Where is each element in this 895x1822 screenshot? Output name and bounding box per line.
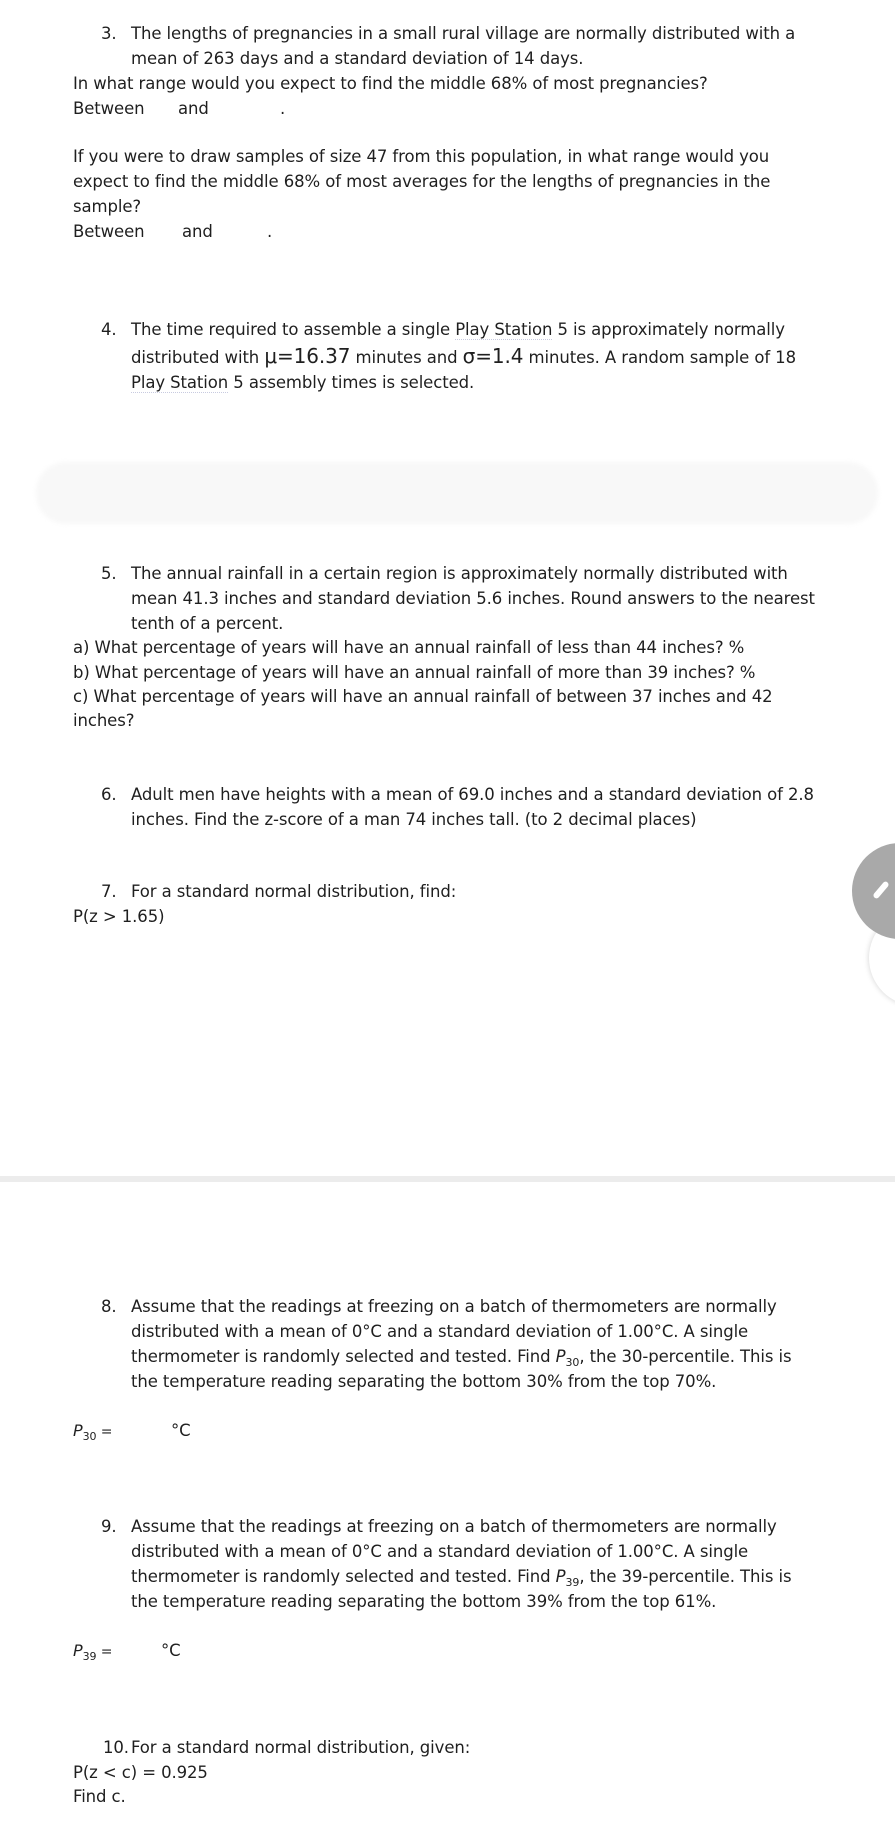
q8-line-3-pre: thermometer is randomly selected and tested. Find <box>131 1347 556 1366</box>
q3-between-label: Between <box>73 99 145 118</box>
q4-line-3 <box>131 371 474 395</box>
q8-answer-label <box>73 1419 112 1449</box>
q6-text-line-2: inches. Find the z-score of a man 74 inches tall. (to 2 decimal places) <box>131 810 697 829</box>
q9-answer-eq: = <box>96 1644 113 1660</box>
q10-number: 10. <box>103 1738 129 1757</box>
q9-answer-label <box>73 1639 112 1669</box>
q4-line-1-pre: The time required to assemble a single <box>131 320 456 339</box>
q5-part-c-line-2: inches? <box>73 711 135 730</box>
q6-text-line-1: Adult men have heights with a mean of 69.0 inches and a standard deviation of 2.8 <box>131 785 814 804</box>
q10-find: Find c. <box>73 1787 126 1806</box>
mu-value: μ=16.37 <box>264 344 351 368</box>
q4-line-2-post: minutes. A random sample of 18 <box>523 348 796 367</box>
play-station-link-2[interactable]: Play Station <box>131 373 229 392</box>
q8-answer-sub: 30 <box>82 1430 97 1443</box>
q6-number: 6. <box>101 785 117 804</box>
q3-and-label: and <box>178 99 209 118</box>
q4-number: 4. <box>101 320 117 339</box>
q9-unit: °C <box>161 1641 181 1660</box>
q7-number: 7. <box>101 882 117 901</box>
q9-text-line-1: Assume that the readings at freezing on a batch of thermometers are normally <box>131 1517 777 1536</box>
q4-line-2-mid: minutes and <box>350 348 463 367</box>
edit-floating-button[interactable] <box>852 843 895 939</box>
q4-line-2-pre: distributed with <box>131 348 265 367</box>
q5-part-b: b) What percentage of years will have an annual rainfall of more than 39 inches? % <box>73 663 756 682</box>
q10-expression: P(z < c) = 0.925 <box>73 1763 208 1782</box>
q8-line-3-post: , the 30-percentile. This is <box>579 1347 792 1366</box>
q3-number: 3. <box>101 24 117 43</box>
q8-p-subscript: 30 <box>565 1356 580 1369</box>
q8-answer-p: P <box>73 1421 83 1440</box>
q9-text-line-2: distributed with a mean of 0°C and a standard deviation of 1.00°C. A single <box>131 1542 749 1561</box>
q3-prompt-2-line-1: If you were to draw samples of size 47 from this population, in what range would you <box>73 147 770 166</box>
q3-prompt-1: In what range would you expect to find the middle 68% of most pregnancies? <box>73 74 708 93</box>
q9-line-3-pre: thermometer is randomly selected and tested. Find <box>131 1567 556 1586</box>
q8-text-line-1: Assume that the readings at freezing on a batch of thermometers are normally <box>131 1297 777 1316</box>
q4-line-1 <box>131 318 785 342</box>
q9-answer-sub: 39 <box>82 1650 97 1663</box>
q3-prompt-2-line-2: expect to find the middle 68% of most averages for the lengths of pregnancies in the <box>73 172 771 191</box>
q5-text-line-1: The annual rainfall in a certain region is approximately normally distributed with <box>131 564 788 583</box>
q5-number: 5. <box>101 564 117 583</box>
q4-line-1-post: 5 is approximately normally <box>552 320 785 339</box>
q7-expression: P(z > 1.65) <box>73 907 165 926</box>
q3-and-label-2: and <box>182 222 213 241</box>
q9-line-3-post: , the 39-percentile. This is <box>579 1567 792 1586</box>
q3-text-line-1: The lengths of pregnancies in a small rural village are normally distributed with a <box>131 24 796 43</box>
q9-p-subscript: 39 <box>565 1576 580 1589</box>
q8-unit: °C <box>171 1421 191 1440</box>
q5-part-c-line-1: c) What percentage of years will have an annual rainfall of between 37 inches and 42 <box>73 687 773 706</box>
q9-answer-p: P <box>73 1641 83 1660</box>
q7-text: For a standard normal distribution, find: <box>131 882 457 901</box>
q3-prompt-2-line-3: sample? <box>73 197 142 216</box>
q8-text-line-4: the temperature reading separating the bottom 30% from the top 70%. <box>131 1372 717 1391</box>
q3-between-label-2: Between <box>73 222 145 241</box>
q9-p-symbol: P <box>555 1567 566 1586</box>
q4-line-3-post: 5 assembly times is selected. <box>228 373 475 392</box>
q10-text: For a standard normal distribution, given: <box>131 1738 471 1757</box>
play-station-link[interactable]: Play Station <box>455 320 553 339</box>
q3-text-line-2: mean of 263 days and a standard deviation of 14 days. <box>131 49 584 68</box>
q3-period: . <box>280 99 286 118</box>
q8-number: 8. <box>101 1297 117 1316</box>
redacted-content-band <box>36 462 878 524</box>
q5-text-line-2: mean 41.3 inches and standard deviation 5.6 inches. Round answers to the nearest <box>131 589 815 608</box>
q8-p-symbol: P <box>555 1347 566 1366</box>
q5-text-line-3: tenth of a percent. <box>131 614 284 633</box>
page-divider <box>0 1176 895 1182</box>
q8-answer-eq: = <box>96 1424 113 1440</box>
q8-text-line-2: distributed with a mean of 0°C and a standard deviation of 1.00°C. A single <box>131 1322 749 1341</box>
q9-text-line-4: the temperature reading separating the bottom 39% from the top 61%. <box>131 1592 717 1611</box>
sigma-value: σ=1.4 <box>462 344 524 368</box>
q4-line-2 <box>131 344 796 370</box>
q3-period-2: . <box>267 222 273 241</box>
q9-number: 9. <box>101 1517 117 1536</box>
q5-part-a: a) What percentage of years will have an annual rainfall of less than 44 inches? % <box>73 638 745 657</box>
